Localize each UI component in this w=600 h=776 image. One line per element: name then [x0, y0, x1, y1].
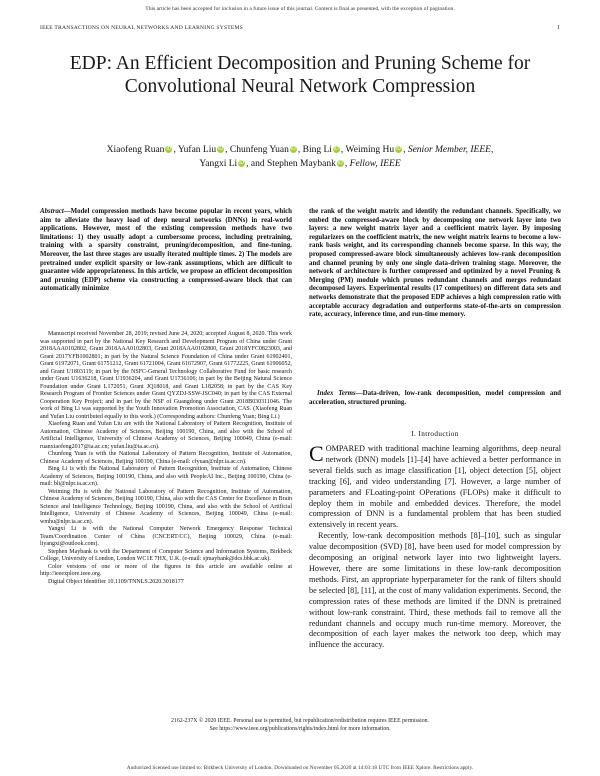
- abstract-right: the rank of the weight matrix and identify the redundant channels. Specifically, we embed the compressed-aware block by decomposing one network layer into two layers: a new weight matrix layer and a coefficient matrix layer. By imposing regularizers on the coefficient matrix, the new weight matrix learns to become a low-rank basis weight, and its corresponding channels become sparse. In this way, the proposed compressed-aware block simultaneously achieves low-rank decomposition and channel pruning by only one single data-driven training stage. Moreover, the network of architecture is further compressed and optimized by a novel Pruning & Merging (PM) module which prunes redundant channels and merges redundant decomposed layers. Experimental results (17 competitors) on different data sets and networks demonstrate that the proposed EDP achieves a high compression ratio with acceptable accuracy degradation and outperforms state-of-the-arts on compression rate, accuracy, inference time, and run-time memory.: [309, 208, 561, 319]
- rights-link[interactable]: See https://www.ieee.org/publications/rights/index.html for more information.: [209, 726, 391, 732]
- page-number: 1: [557, 25, 560, 31]
- intro-paragraph: Recently, low-rank decomposition methods [8]–[10], such as singular value decomposition (SVD) [8], have been used for model compression by decomposing an original network layer into two lightweight layers. However, there are some limitations in these low-rank decomposition methods. First, an appropriate hyperparameter for the rank of filters should be selected [8], [11], at the cost of many validation experiments. Second, the compression rates of these methods are limited if the DNN is pretrained without low-rank constraint. Third, these methods fail to remove all the redundant channels and occupy much run-time memory. Moreover, the decomposition of each layer makes the network too deep, which may influence the accuracy.: [309, 531, 561, 650]
- footnote-color-note: Color versions of one or more of the figures in this article are available online at http://ieeexplore.ieee.org.: [40, 563, 292, 577]
- footnote-affiliation: Weiming Hu is with the National Laboratory of Pattern Recognition, Institute of Automation, Chinese Academy of Sciences, Beijing 100190, China, also with the CAS Center for Excellence in Brain Science and Intelligence Technology, Beijing 100190, China, and also with the School of Artificial Intelligence, University of Chinese Academy of Sciences, Beijing 100049, China (e-mail: wmhu@nlpr.ia.ac.cn).: [40, 488, 292, 525]
- orcid-icon[interactable]: iD: [239, 159, 245, 166]
- author-name: Xiaofeng Ruan: [106, 145, 165, 155]
- author-name: Yufan Liu: [177, 145, 217, 155]
- intro-paragraph: [309, 441, 561, 531]
- footnote-affiliation: Chunfeng Yuan is with the National Laboratory of Pattern Recognition, Institute of Automation, Chinese Academy of Sciences, Beijing 100190, China (e-mail: cfyuan@nlpr.ia.ac.cn).: [40, 451, 292, 465]
- introduction-body: [309, 441, 561, 651]
- author-name: Weiming Hu: [345, 145, 395, 155]
- footnote-affiliation: Bing Li is with the National Laboratory of Pattern Recognition, Institute of Automation, Chinese Academy of Sciences, Beijing 100190, China, and also with PeopleAI Inc., Beijing 100190, China (e-mail: bli@nlpr.ia.ac.cn).: [40, 466, 292, 487]
- journal-header: IEEE TRANSACTIONS ON NEURAL NETWORKS AND LEARNING SYSTEMS: [40, 25, 243, 31]
- author-name: Bing Li: [302, 145, 332, 155]
- dropcap: C: [309, 441, 324, 466]
- abstract-label: Abstract—: [40, 208, 71, 215]
- orcid-icon[interactable]: iD: [218, 146, 223, 152]
- orcid-icon[interactable]: iD: [291, 146, 296, 152]
- footnote-manuscript: Manuscript received November 28, 2019; revised June 24, 2020; accepted August 8, 2020. This work was supported in part by the National Key Research and Development Program of China under Grant 2018AAA0102802, Grant 2018AAA0102803, Grant 2018AAA0102800, Grant 2018YFC0823003, and Grant 2017YFB1002801; in part by the Natural Science Foundation of China under Grant 61902401, Grant 61972071, Grant 61751212, Grant 61721004, Grant 61672907, Grant 61772225, Grant 61906052, and Grant U1803119; in part by the NSFC-General Technology Collaborative Fund for basic research under Grant U1636218, Grant U1936204, and Grant U1736106; in part by the Beijing Natural Science Foundation under Grant L172051, Grant JQ18018, and Grant L182058; in part by the CAS Key Research Program of Frontier Sciences under Grant QYZDJ-SSW-JSC040; in part by the CAS External Cooperation Key Project; and in part by the NSF of Guangdong under Grant 2018B030311046. The work of Bing Li was supported by the Youth Innovation Promotion Association, CAS. (Xiaofeng Ruan and Yufan Liu contributed equally to this work.) (Corresponding authors: Chunfeng Yuan; Bing Li.): [40, 331, 292, 420]
- orcid-icon[interactable]: iD: [334, 146, 339, 152]
- author-membership: Fellow, IEEE: [349, 158, 401, 169]
- abstract-text: Model compression methods have become popular in recent years, which aim to alleviate the heavy load of deep neural networks (DNNs) in real-world applications. However, most of the existing compression methods have two limitations: 1) they usually adopt a cumbersome process, including pretraining, training with a sparsity constraint, pruning/decomposition, and fine-tuning. Moreover, the last three stages are usually iterated multiple times. 2) The models are pretrained under explicit sparsity or low-rank assumptions, which are difficult to guarantee wide appropriateness. In this article, we propose an efficient decomposition and pruning (EDP) scheme via constructing a compressed-aware block that can automatically minimize: [40, 208, 293, 293]
- abstract-left: [40, 208, 292, 294]
- index-terms-text: Data-driven, low-rank decomposition, model compression and acceleration, structured pruning.: [309, 390, 561, 406]
- acceptance-note: This article has been accepted for inclusion in a future issue of this journal. Content is final as presented, with the exception of pagination.: [145, 6, 455, 12]
- index-terms-label: Index Terms—: [317, 390, 363, 397]
- author-name: Stephen Maybank: [267, 158, 336, 169]
- author-name: Chunfeng Yuan: [229, 145, 289, 155]
- copyright-notice: [40, 717, 560, 733]
- paper-title: EDP: An Efficient Decomposition and Pruning Scheme for Convolutional Neural Network Compression: [69, 53, 531, 97]
- orcid-icon[interactable]: iD: [338, 159, 343, 166]
- author-list: Xiaofeng Ruan iD , Yufan Liu iD , Chunfeng Yuan iD , Bing Li iD , Weiming Hu iD , Senior Member, IEEE, Yangxi Li iD , and Stephen Maybank iD , Fellow, IEEE: [106, 145, 494, 169]
- footnote-affiliation: Stephen Maybank is with the Department of Computer Science and Information Systems, Birkbeck College, University of London, London WC1E 7HX, U.K. (e-mail: sjmaybank@dcs.bbk.ac.uk).: [40, 548, 292, 562]
- orcid-icon[interactable]: iD: [396, 146, 401, 152]
- orcid-icon[interactable]: iD: [166, 146, 172, 152]
- footnote-affiliation: Yangxi Li is with the National Computer Network Emergency Response Technical Team/Coordination Center of China (CNCERT/CC), Beijing 100029, China (e-mail: liyangxi@outlook.com).: [40, 526, 292, 547]
- author-name: Yangxi Li: [199, 158, 238, 169]
- section-heading: I. Introduction: [411, 430, 459, 438]
- footnote-affiliation: Xiaofeng Ruan and Yufan Liu are with the National Laboratory of Pattern Recognition, Institute of Automation, Chinese Academy of Sciences, Beijing 100190, China, and also with the School of Artificial Intelligence, University of Chinese Academy of Sciences, Beijing 100049, China (e-mail: ruanxiaofeng2017@ia.ac.cn; yufan.liu@ia.ac.cn).: [40, 421, 292, 450]
- license-footer: Authorized licensed use limited to: Birkbeck University of London. Downloaded on November 05,2020 at 14:03:18 UTC from IEEE Xplore. Restrictions apply.: [126, 765, 474, 771]
- index-terms: [309, 390, 561, 407]
- copyright-line: 2162-237X © 2020 IEEE. Personal use is permitted, but republication/redistribution requires IEEE permission.: [171, 718, 429, 724]
- footnotes: [40, 331, 292, 586]
- intro-text: OMPARED with traditional machine learning algorithms, deep neural network (DNN) models [1]–[4] have achieved a better performance in several fields such as image classification [1], object detection [5], object tracking [6], and video understanding [7]. However, a large number of parameters and FLoating-point OPerations (FLOPs) make it difficult to deploy them in mobile and embedded devices. Therefore, the model compression of DNN is a fundamental problem that has been studied extensively in recent years.: [309, 444, 561, 530]
- footnote-doi: Digital Object Identifier 10.1109/TNNLS.2020.3018177: [48, 578, 184, 585]
- author-membership: Senior Member, IEEE: [407, 145, 491, 155]
